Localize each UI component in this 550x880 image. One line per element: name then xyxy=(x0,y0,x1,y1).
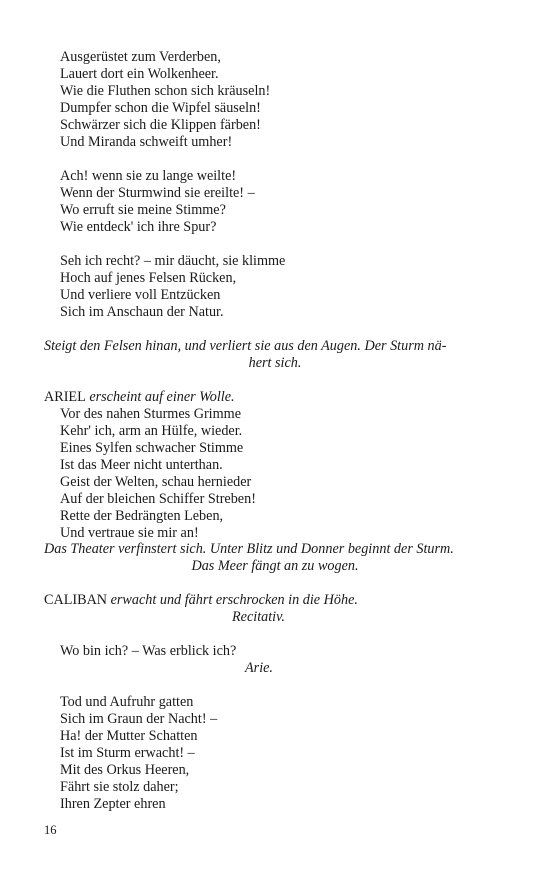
speaker-action: erwacht und fährt erschrocken in die Höhe. xyxy=(107,592,358,608)
verse-line: Seh ich recht? – mir däucht, sie klimme xyxy=(60,253,286,269)
verse-line: Ihren Zepter ehren xyxy=(60,796,166,812)
stage-direction: hert sich. xyxy=(248,355,302,371)
verse-line: Und Miranda schweift umher! xyxy=(60,134,233,150)
verse-line: Ist das Meer nicht unterthan. xyxy=(60,457,223,473)
verse-line: Vor des nahen Sturmes Grimme xyxy=(60,406,241,422)
verse-line: Sich im Anschaun der Natur. xyxy=(60,304,224,320)
verse-line: Hoch auf jenes Felsen Rücken, xyxy=(60,270,237,286)
verse-line: Ausgerüstet zum Verderben, xyxy=(60,49,221,65)
verse-line: Ha! der Mutter Schatten xyxy=(60,728,198,744)
section-label-arie: Arie. xyxy=(245,660,273,676)
verse-line: Rette der Bedrängten Leben, xyxy=(60,508,224,524)
verse-line: Eines Sylfen schwacher Stimme xyxy=(60,440,244,456)
section-label-recitativ: Recitativ. xyxy=(232,609,285,625)
speaker-action: erscheint auf einer Wolle. xyxy=(85,389,235,405)
verse-line: Wenn der Sturmwind sie ereilte! – xyxy=(60,185,255,201)
verse-line: Sich im Graun der Nacht! – xyxy=(60,711,218,727)
verse-line: Mit des Orkus Heeren, xyxy=(60,762,190,778)
stage-direction: Das Meer fängt an zu wogen. xyxy=(191,558,359,574)
verse-line: Kehr' ich, arm an Hülfe, wieder. xyxy=(60,423,243,439)
verse-line: Schwärzer sich die Klippen färben! xyxy=(60,117,261,133)
verse-line: Ist im Sturm erwacht! – xyxy=(60,745,195,761)
speaker-heading-ariel xyxy=(44,389,235,406)
speaker-heading-caliban xyxy=(44,592,358,609)
stage-direction: Steigt den Felsen hinan, und verliert sie aus den Augen. Der Sturm nä- xyxy=(44,338,447,354)
verse-line: Auf der bleichen Schiffer Streben! xyxy=(60,491,256,507)
verse-line: Tod und Aufruhr gatten xyxy=(60,694,194,710)
speaker-name: CALIBAN xyxy=(44,592,108,608)
stage-direction: Das Theater verfinstert sich. Unter Blitz und Donner beginnt der Sturm. xyxy=(44,541,454,557)
verse-line: Und verliere voll Entzücken xyxy=(60,287,221,303)
verse-line: Wie die Fluthen schon sich kräuseln! xyxy=(60,83,271,99)
verse-line: Fährt sie stolz daher; xyxy=(60,779,179,795)
verse-line: Und vertraue sie mir an! xyxy=(60,525,199,541)
verse-line: Wo bin ich? – Was erblick ich? xyxy=(60,643,237,659)
verse-line: Wo erruft sie meine Stimme? xyxy=(60,202,226,218)
verse-line: Lauert dort ein Wolkenheer. xyxy=(60,66,219,82)
verse-line: Ach! wenn sie zu lange weilte! xyxy=(60,168,237,184)
page-number: 16 xyxy=(44,823,57,837)
verse-line: Geist der Welten, schau hernieder xyxy=(60,474,252,490)
verse-line: Wie entdeck' ich ihre Spur? xyxy=(60,219,217,235)
verse-line: Dumpfer schon die Wipfel säuseln! xyxy=(60,100,261,116)
speaker-name: ARIEL xyxy=(44,389,86,405)
